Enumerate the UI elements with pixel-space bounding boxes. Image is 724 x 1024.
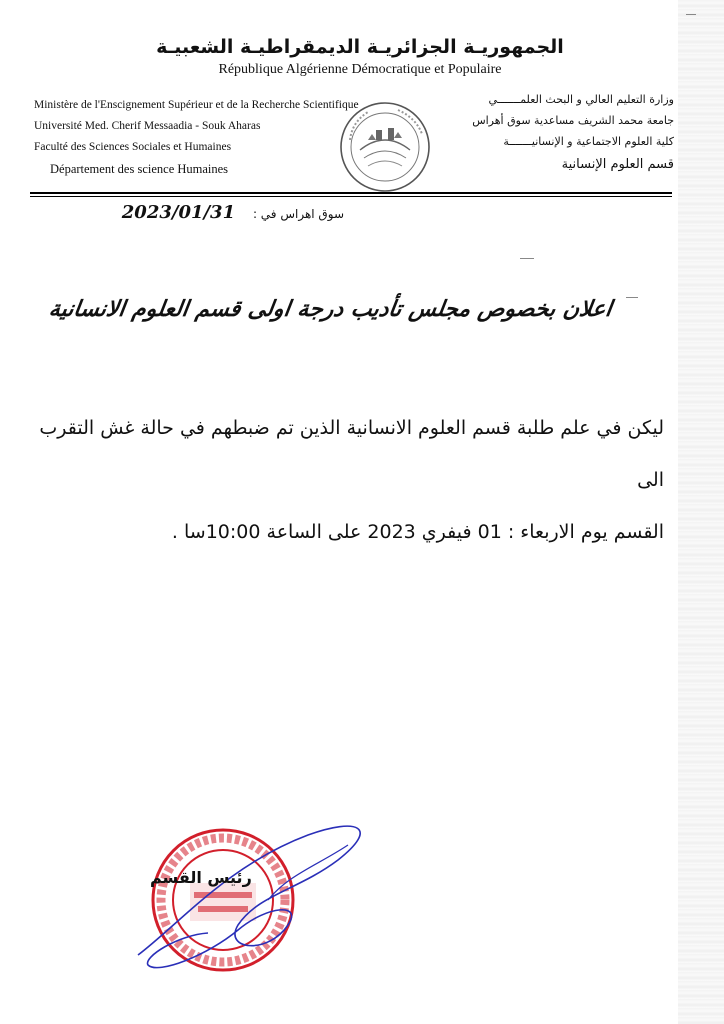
department-line: Département des science Humaines bbox=[50, 162, 229, 176]
date-value: 2023/01/31 bbox=[121, 202, 236, 223]
republic-title-arabic: الجمهوريـة الجزائريـة الديمقراطيـة الشعبيـة bbox=[156, 36, 564, 58]
university-line-ar: جامعة محمد الشريف مساعدية سوق أهراس bbox=[472, 114, 674, 127]
announcement-body bbox=[24, 402, 664, 558]
header-divider bbox=[30, 192, 672, 194]
signer-title: رئيس القسم bbox=[150, 868, 252, 887]
ministry-line: Ministère de l'Enscignement Supérieur et de la Recherche Scientifique bbox=[34, 99, 359, 111]
scan-speck bbox=[626, 297, 638, 298]
university-line: Université Med. Cherif Messaadia - Souk Aharas bbox=[34, 120, 261, 132]
date-line bbox=[122, 202, 344, 223]
faculty-line: Faculté des Sciences Sociales et Humaines bbox=[34, 141, 232, 153]
scan-speck bbox=[520, 258, 534, 259]
scan-margin-strip bbox=[678, 0, 724, 1024]
announcement-line-1: ليكن في علم طلبة قسم العلوم الانسانية الذين تم ضبطهم في حالة غش التقرب الى bbox=[39, 417, 664, 491]
date-label: سوق اهراس في : bbox=[252, 207, 344, 221]
faculty-line-ar: كلية العلوم الاجتماعية و الإنسانيـــــــة bbox=[503, 135, 674, 148]
republic-title-french: République Algérienne Démocratique et Populaire bbox=[218, 62, 502, 77]
header-divider-thin bbox=[30, 196, 672, 197]
ministry-line-ar: وزارة التعليم العالي و البحث العلمـــــــي bbox=[488, 93, 674, 106]
scan-speck bbox=[686, 14, 696, 15]
announcement-line-2: القسم يوم الاربعاء : 01 فيفري 2023 على الساعة 10:00سا . bbox=[171, 521, 664, 543]
institution-block-arabic bbox=[444, 89, 674, 175]
department-line-ar: قسم العلوم الإنسانية bbox=[561, 157, 674, 172]
announcement-heading: اعلان بخصوص مجلس تأديب درجة اولى قسم العلوم الانسانية bbox=[47, 297, 614, 322]
university-logo-icon bbox=[338, 100, 432, 194]
institution-block-french bbox=[34, 95, 359, 180]
signature-icon bbox=[118, 805, 388, 985]
